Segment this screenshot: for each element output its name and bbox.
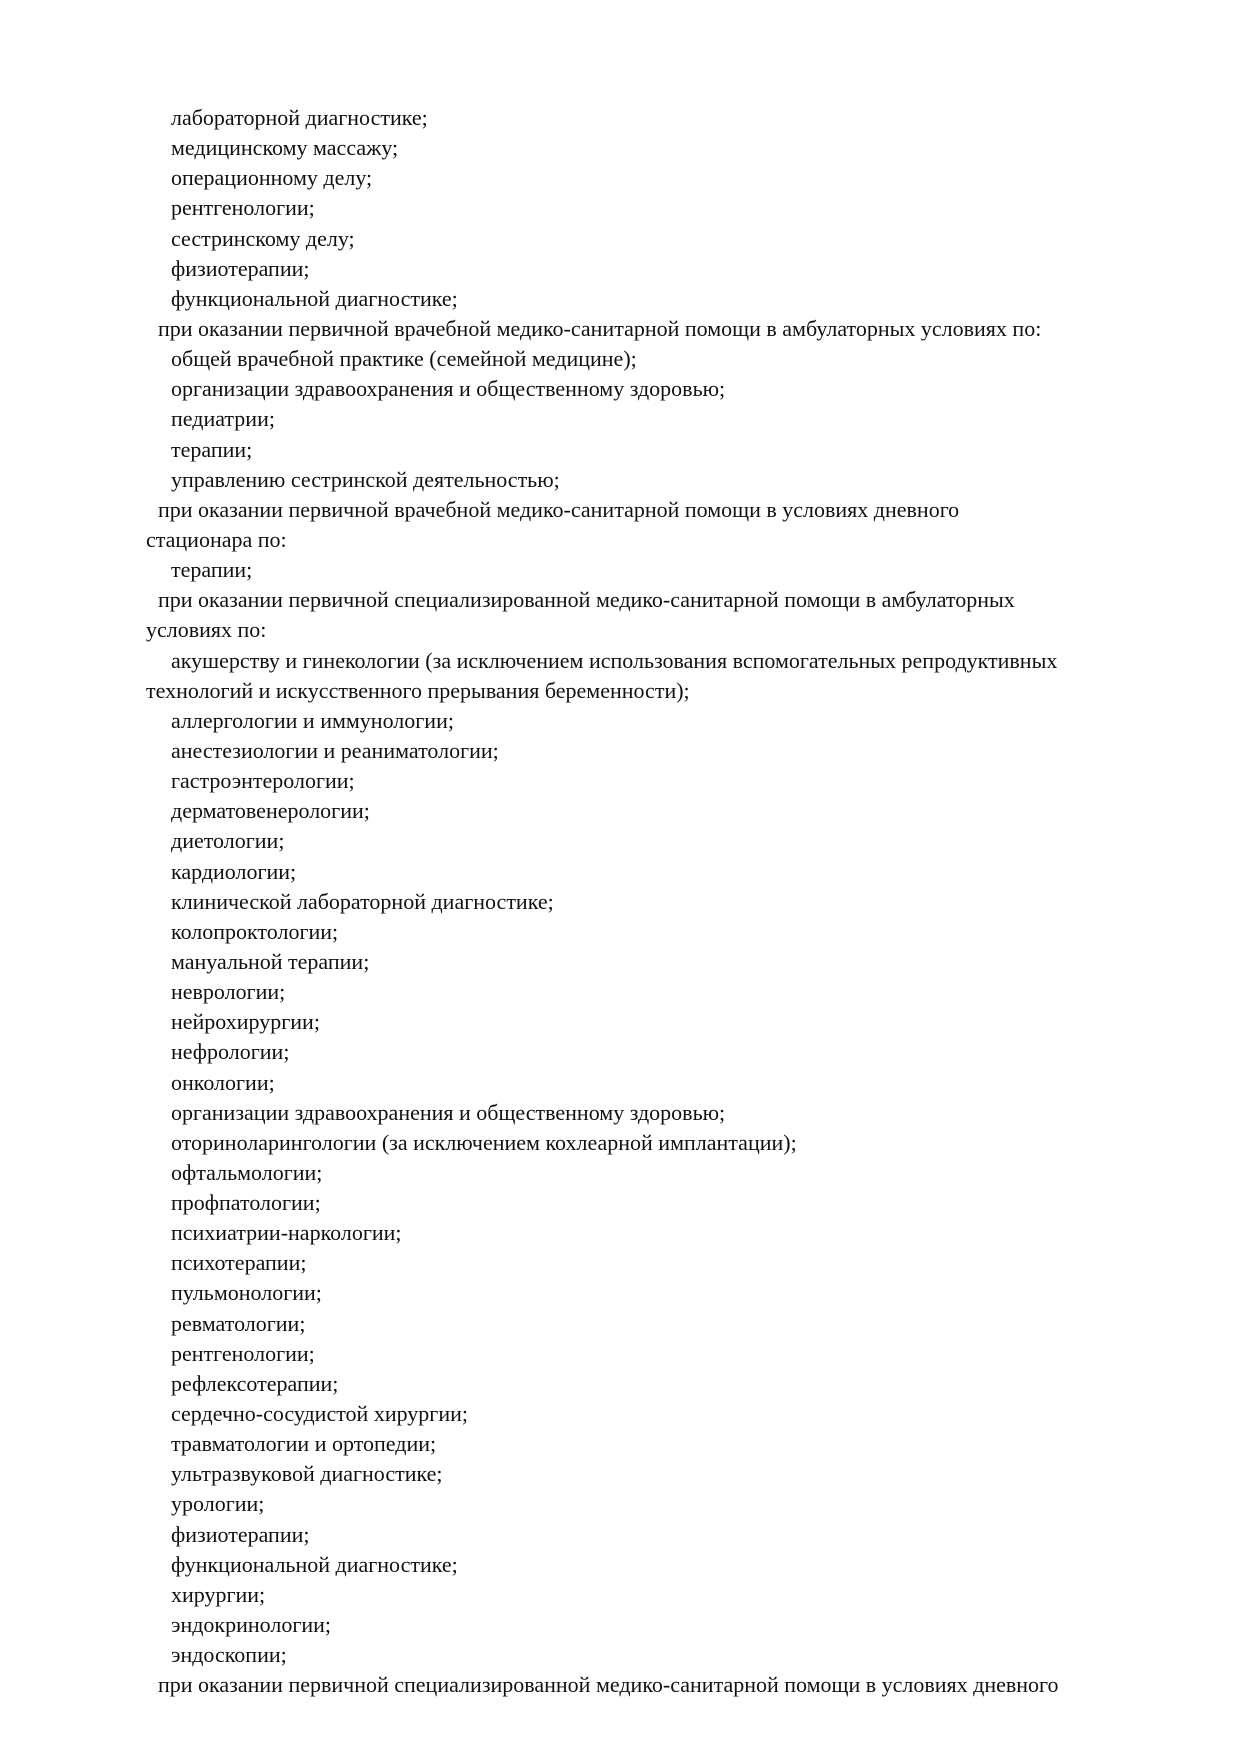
list-item-line: терапии;: [171, 436, 253, 462]
list-item-line: мануальной терапии;: [171, 948, 370, 974]
list-item-line: акушерству и гинекологии (за исключением использования вспомогательных репродуктивных: [171, 647, 1058, 673]
list-item-line: рефлексотерапии;: [171, 1370, 339, 1396]
list-item-line: дерматовенерологии;: [171, 798, 370, 824]
continuation-line: условиях по:: [146, 617, 267, 643]
list-item-line: сердечно-сосудистой хирургии;: [171, 1401, 468, 1427]
list-item-line: организации здравоохранения и общественному здоровью;: [171, 376, 726, 402]
list-item-line: педиатрии;: [171, 406, 275, 432]
list-item-line: пульмонологии;: [171, 1280, 322, 1306]
section-heading-line: при оказании первичной специализированной медико-санитарной помощи в условиях дневного: [158, 1672, 1059, 1698]
list-item-line: хирургии;: [171, 1581, 266, 1607]
list-item-line: организации здравоохранения и общественному здоровью;: [171, 1099, 726, 1125]
list-item-line: эндокринологии;: [171, 1612, 332, 1638]
list-item-line: медицинскому массажу;: [171, 135, 399, 161]
list-item-line: функциональной диагностике;: [171, 1551, 458, 1577]
list-item-line: ультразвуковой диагностике;: [171, 1461, 443, 1487]
list-item-line: эндоскопии;: [171, 1642, 287, 1668]
list-item-line: ревматологии;: [171, 1310, 306, 1336]
list-item-line: гастроэнтерологии;: [171, 768, 355, 794]
section-heading-line: при оказании первичной врачебной медико-санитарной помощи в амбулаторных условиях по:: [158, 315, 1042, 341]
list-item-line: колопроктологии;: [171, 918, 339, 944]
list-item-line: офтальмологии;: [171, 1159, 323, 1185]
list-item-line: управлению сестринской деятельностью;: [171, 466, 560, 492]
list-item-line: анестезиологии и реаниматологии;: [171, 737, 499, 763]
continuation-line: технологий и искусственного прерывания беременности);: [146, 677, 690, 703]
list-item-line: психиатрии-наркологии;: [171, 1220, 402, 1246]
list-item-line: оториноларингологии (за исключением кохлеарной имплантации);: [171, 1129, 797, 1155]
list-item-line: терапии;: [171, 557, 253, 583]
list-item-line: операционному делу;: [171, 165, 373, 191]
list-item-line: диетологии;: [171, 828, 285, 854]
list-item-line: рентгенологии;: [171, 1340, 315, 1366]
list-item-line: общей врачебной практике (семейной медицине);: [171, 346, 637, 372]
list-item-line: онкологии;: [171, 1069, 275, 1095]
list-item-line: кардиологии;: [171, 858, 297, 884]
list-item-line: физиотерапии;: [171, 1521, 310, 1547]
list-item-line: урологии;: [171, 1491, 265, 1517]
list-item-line: аллергологии и иммунологии;: [171, 707, 454, 733]
list-item-line: сестринскому делу;: [171, 225, 355, 251]
list-item-line: психотерапии;: [171, 1250, 307, 1276]
list-item-line: профпатологии;: [171, 1190, 321, 1216]
list-item-line: неврологии;: [171, 979, 286, 1005]
list-item-line: нейрохирургии;: [171, 1009, 320, 1035]
list-item-line: нефрологии;: [171, 1039, 290, 1065]
list-item-line: травматологии и ортопедии;: [171, 1431, 437, 1457]
list-item-line: лабораторной диагностике;: [171, 105, 428, 130]
document-text-block: [146, 103, 1176, 1700]
continuation-line: стационара по:: [146, 526, 287, 552]
list-item-line: физиотерапии;: [171, 255, 310, 281]
list-item-line: рентгенологии;: [171, 195, 315, 221]
list-item-line: функциональной диагностике;: [171, 285, 458, 311]
section-heading-line: при оказании первичной врачебной медико-санитарной помощи в условиях дневного: [158, 496, 960, 522]
list-item-line: клинической лабораторной диагностике;: [171, 888, 554, 914]
section-heading-line: при оказании первичной специализированной медико-санитарной помощи в амбулаторных: [158, 587, 1015, 613]
